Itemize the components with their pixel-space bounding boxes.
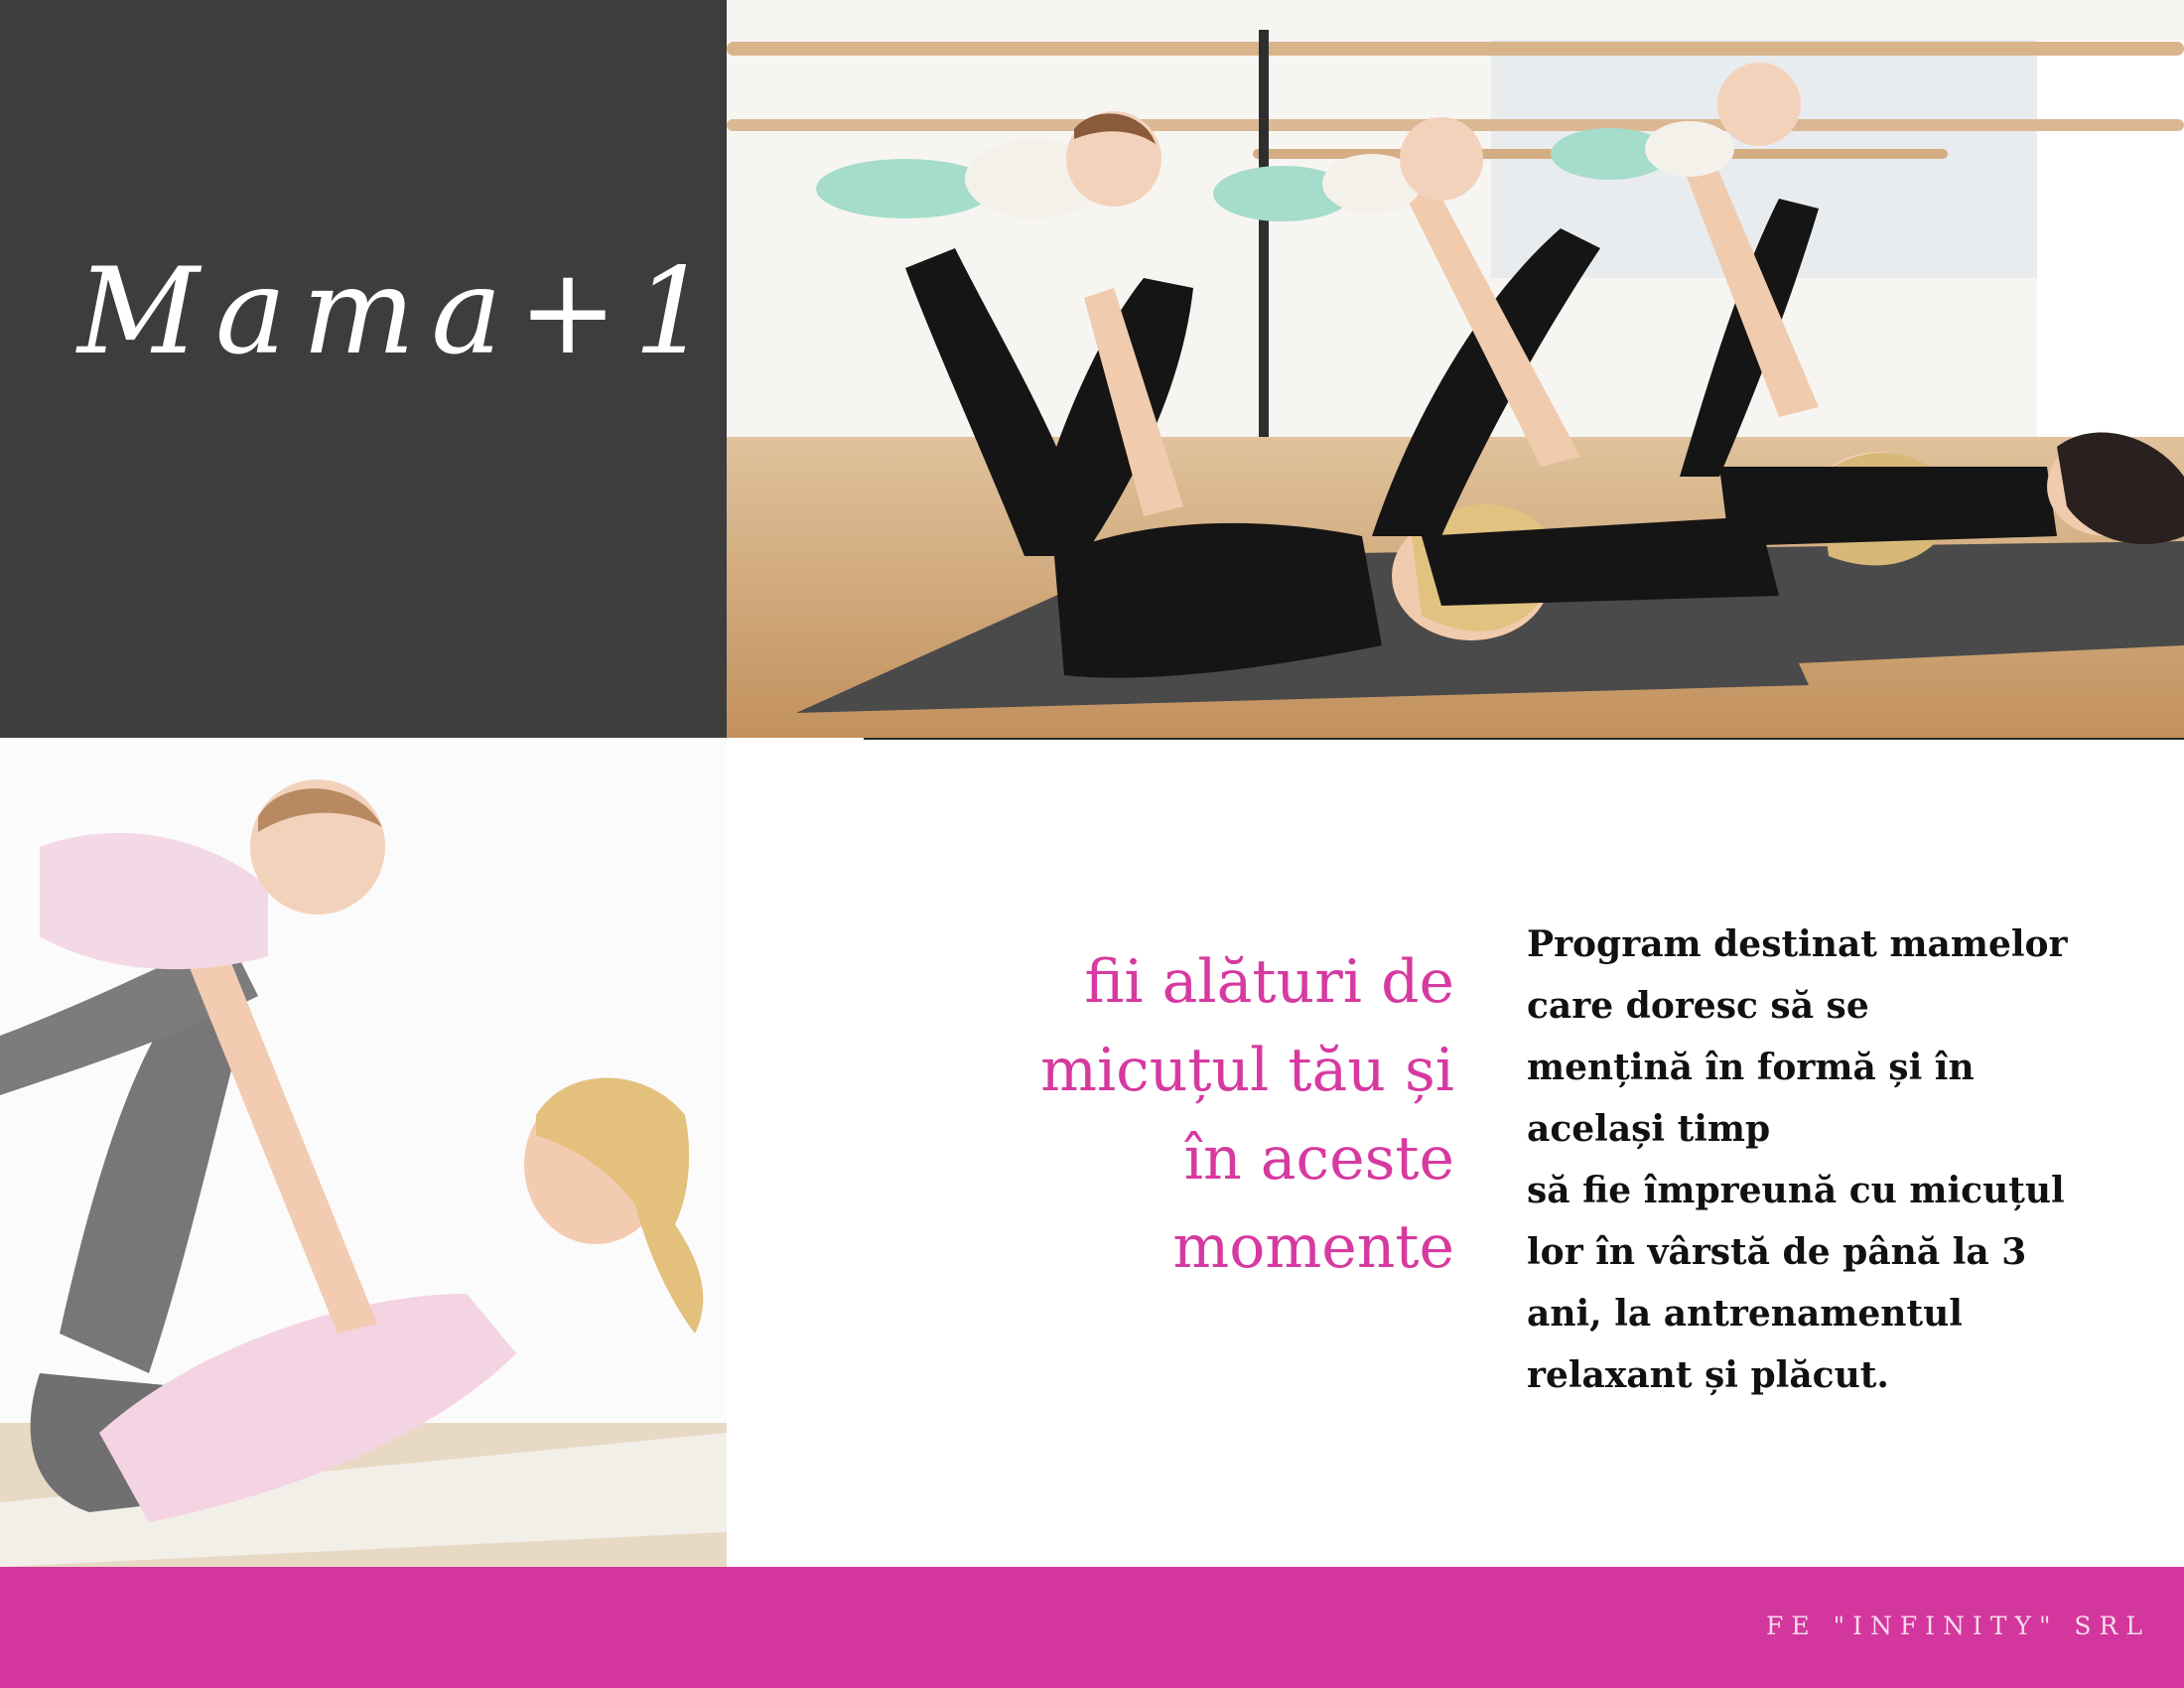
description-line: să fie împreună cu micuțul [1527,1170,2065,1211]
tagline [874,938,1454,1292]
description-line: Program destinat mamelor [1527,923,2068,965]
description-line: lor în vârstă de până la 3 [1527,1231,2027,1273]
title-panel [0,0,727,738]
description-line: ani, la antrenamentul [1527,1293,1963,1335]
description-line: același timp [1527,1108,1771,1150]
description-line: care doresc să se [1527,985,1869,1027]
tagline-line: în aceste [1183,1124,1454,1194]
program-description [1527,914,2142,1406]
tagline-line: fii alături de [1084,947,1454,1017]
footer-bar [0,1567,2184,1688]
tagline-line: momente [1172,1212,1454,1282]
brand-title: Mama+1 [77,243,726,381]
section-divider [864,738,2184,740]
photo-mothers-babies-yoga [727,0,2184,738]
photo-mother-lifting-baby [0,738,727,1567]
description-line: mențină în formă și în [1527,1047,1975,1088]
company-name: FE "INFINITY" SRL [1766,1612,2150,1640]
description-line: relaxant și plăcut. [1527,1354,1889,1396]
tagline-line: micuțul tău și [1040,1036,1454,1105]
